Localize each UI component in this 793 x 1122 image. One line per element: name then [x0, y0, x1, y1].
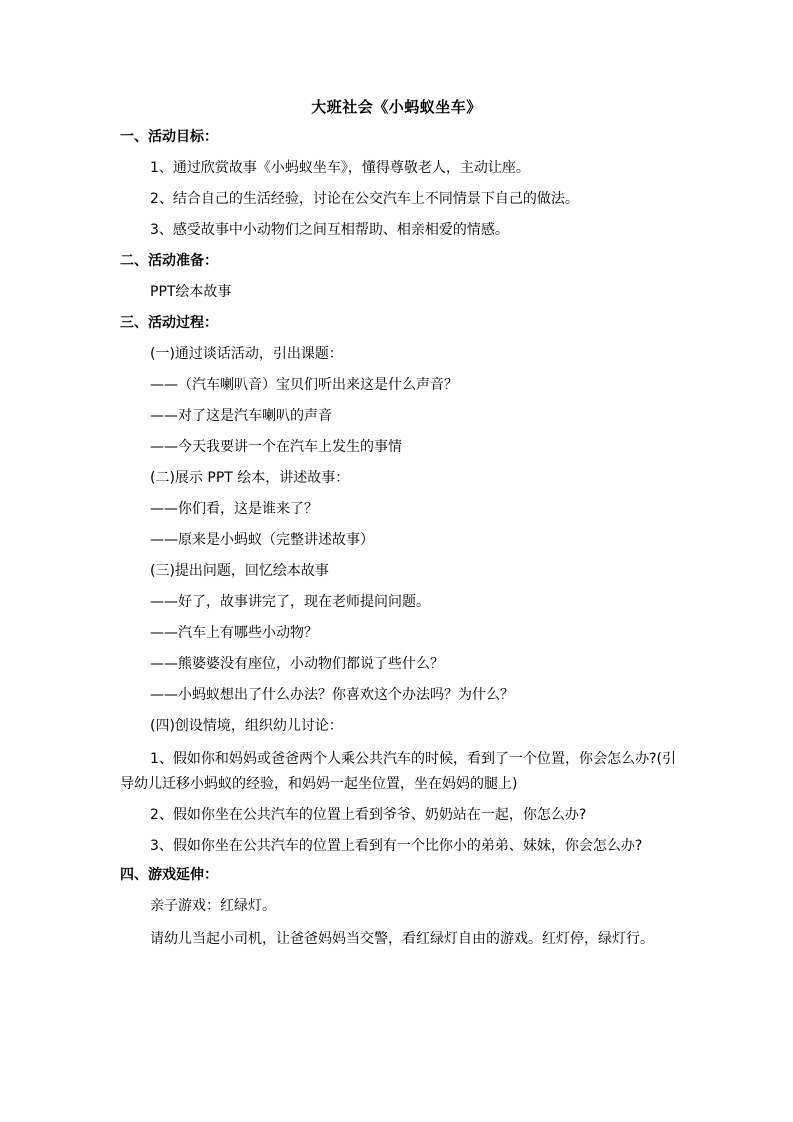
process-line: ——对了这是汽车喇叭的声音 [150, 408, 332, 424]
prep-item: PPT绘本故事 [150, 284, 232, 300]
process-line: ——今天我要讲一个在汽车上发生的事情 [150, 439, 402, 455]
goal-item: 2、结合自己的生活经验，讨论在公交汽车上不同情景下自己的做法。 [150, 191, 579, 207]
goal-item: 3、感受故事中小动物们之间互相帮助、相亲相爱的情感。 [150, 222, 509, 238]
extension-item: 亲子游戏：红绿灯。 [150, 898, 276, 914]
document-title: 大班社会《小蚂蚁坐车》 [311, 98, 482, 116]
discussion-question: 1、假如你和妈妈或爸爸两个人乘公共汽车的时候，看到了一个位置，你会怎么办?(引导幼儿迁移小蚂蚁的经验，和妈妈一起坐位置，坐在妈妈的腿上) [120, 751, 676, 792]
document-body [120, 127, 676, 958]
process-line: ——原来是小蚂蚁（完整讲述故事） [150, 532, 374, 548]
section-heading-goals: 一、活动目标： [120, 129, 218, 145]
process-line: ——汽车上有哪些小动物？ [150, 625, 318, 641]
process-line: ——你们看，这是谁来了？ [150, 501, 318, 517]
process-step: (四)创设情境，组织幼儿讨论： [150, 718, 343, 734]
section-heading-extension: 四、游戏延伸： [120, 867, 218, 883]
extension-description: 请幼儿当起小司机，让爸爸妈妈当交警，看红绿灯自由的游戏。红灯停，绿灯行。 [150, 931, 654, 947]
process-step: (一)通过谈话活动，引出课题： [150, 346, 343, 362]
discussion-question: 2、假如你坐在公共汽车的位置上看到爷爷、奶奶站在一起，你怎么办? [150, 807, 587, 823]
process-line: ——好了，故事讲完了，现在老师提问问题。 [150, 594, 430, 610]
process-line: ——小蚂蚁想出了什么办法？你喜欢这个办法吗？为什么？ [150, 687, 514, 703]
section-heading-prep: 二、活动准备： [120, 253, 218, 269]
process-line: ——（汽车喇叭音）宝贝们听出来这是什么声音？ [150, 377, 458, 393]
process-step: (三)提出问题，回忆绘本故事 [150, 563, 329, 579]
goal-item: 1、通过欣赏故事《小蚂蚁坐车》，懂得尊敬老人，主动让座。 [150, 160, 530, 176]
process-line: ——熊婆婆没有座位，小动物们都说了些什么？ [150, 656, 444, 672]
section-heading-process: 三、活动过程： [120, 315, 218, 331]
process-step: (二)展示 PPT 绘本，讲述故事： [150, 470, 350, 486]
discussion-question: 3、假如你坐在公共汽车的位置上看到有一个比你小的弟弟、妹妹，你会怎么办? [150, 838, 643, 854]
